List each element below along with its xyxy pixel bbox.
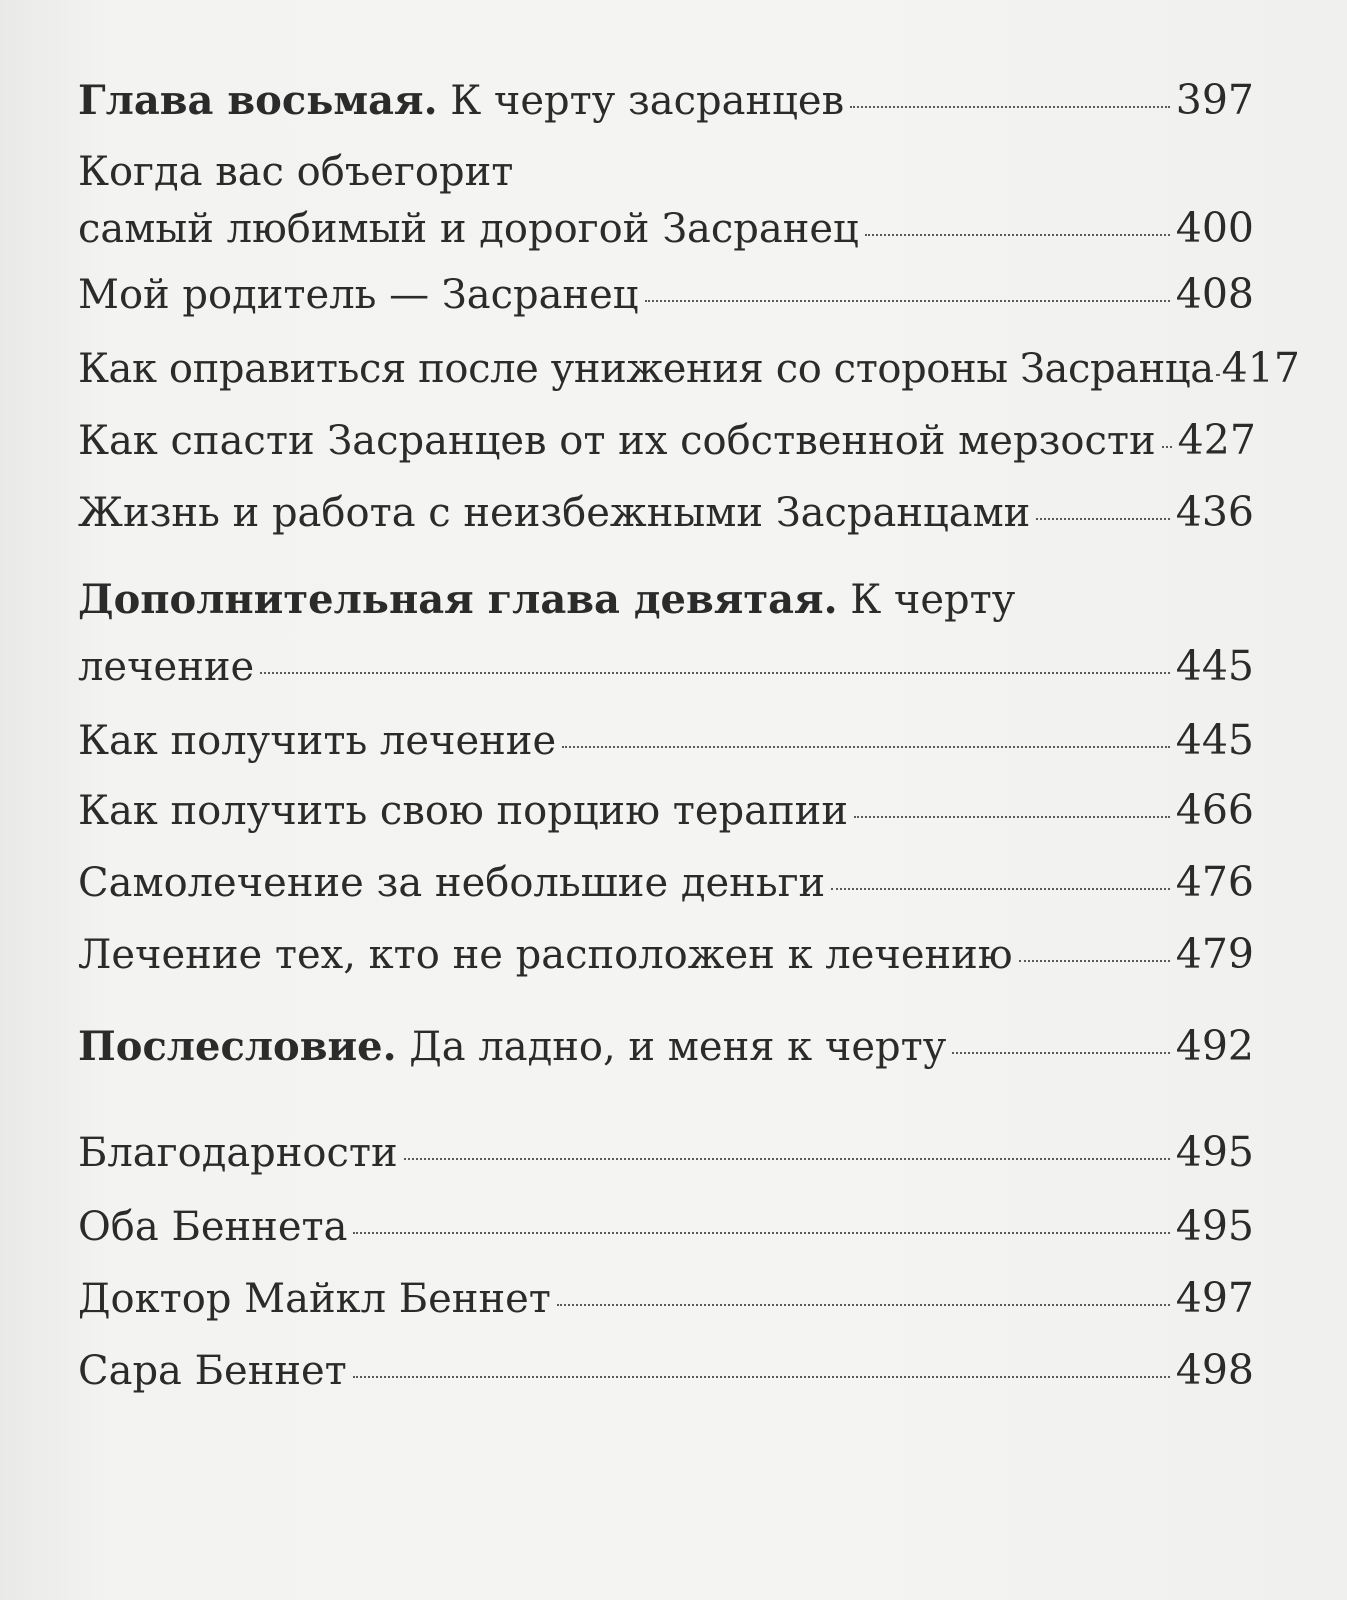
toc-entry-afterword[interactable] <box>78 1018 1254 1075</box>
dot-leader <box>850 106 1170 108</box>
page-number: 498 <box>1175 1346 1254 1394</box>
entry-title: Благодарности <box>78 1130 398 1176</box>
toc-entry[interactable] <box>78 266 1254 323</box>
dot-leader <box>865 234 1170 236</box>
toc-entry[interactable] <box>78 144 1254 257</box>
dot-leader <box>353 1376 1170 1378</box>
chapter-label: Дополнительная глава девятая. <box>78 576 838 623</box>
dot-leader <box>1036 518 1169 520</box>
entry-title: Самолечение за небольшие деньги <box>78 860 826 906</box>
toc-entry[interactable] <box>78 412 1254 469</box>
entry-title: Как оправиться после унижения со стороны Засранца <box>78 346 1214 392</box>
page-number: 476 <box>1175 858 1254 906</box>
page-number: 445 <box>1175 716 1254 764</box>
entry-title: Как получить свою порцию терапии <box>78 788 848 834</box>
entry-title: Мой родитель — Засранец <box>78 272 639 318</box>
dot-leader <box>831 888 1170 890</box>
dot-leader <box>404 1158 1170 1160</box>
entry-title: Жизнь и работа с неизбежными Засранцами <box>78 490 1031 536</box>
toc-entry[interactable] <box>78 1270 1254 1327</box>
dot-leader <box>645 300 1170 302</box>
dot-leader <box>1162 446 1172 448</box>
page-number: 497 <box>1175 1274 1254 1322</box>
toc-entry[interactable] <box>78 854 1254 911</box>
page-number: 417 <box>1221 344 1300 392</box>
entry-title: Как получить лечение <box>78 718 557 764</box>
page-number: 397 <box>1175 76 1254 124</box>
dot-leader <box>562 746 1170 748</box>
page-number: 436 <box>1175 488 1254 536</box>
page-number: 495 <box>1175 1128 1254 1176</box>
dot-leader <box>1216 374 1220 376</box>
page-number: 400 <box>1175 204 1254 252</box>
dot-leader <box>353 1232 1169 1234</box>
page-number: 495 <box>1175 1202 1254 1250</box>
toc-entry-chapter-8[interactable] <box>78 72 1254 129</box>
page-number: 408 <box>1175 270 1254 318</box>
entry-title: лечение <box>78 644 255 690</box>
page-number: 445 <box>1175 642 1254 690</box>
entry-title-line-1: Когда вас объегорит <box>78 149 514 195</box>
entry-title: Доктор Майкл Беннет <box>78 1276 551 1322</box>
entry-title: Как спасти Засранцев от их собственной мерзости <box>78 418 1156 464</box>
toc-entry[interactable] <box>78 484 1254 541</box>
toc-entry[interactable] <box>78 712 1254 769</box>
page-number: 492 <box>1175 1022 1254 1070</box>
dot-leader <box>854 816 1170 818</box>
page-number: 466 <box>1175 786 1254 834</box>
dot-leader <box>952 1052 1169 1054</box>
chapter-label: Послесловие. <box>78 1023 397 1070</box>
toc-entry-chapter-9[interactable] <box>78 572 1254 695</box>
entry-title: самый любимый и дорогой Засранец <box>78 206 859 252</box>
toc-entry[interactable] <box>78 1124 1254 1181</box>
toc-entry[interactable] <box>78 1198 1254 1255</box>
toc-entry[interactable] <box>78 340 1300 397</box>
entry-title: Сара Беннет <box>78 1348 347 1394</box>
toc-entry[interactable] <box>78 926 1254 983</box>
dot-leader <box>557 1304 1170 1306</box>
entry-title: Да ладно, и меня к черту <box>396 1024 947 1070</box>
entry-title: Оба Беннета <box>78 1204 348 1250</box>
page-number: 427 <box>1177 416 1256 464</box>
dot-leader <box>260 672 1170 674</box>
chapter-label: Глава восьмая. <box>78 77 438 124</box>
toc-entry[interactable] <box>78 782 1254 839</box>
page-number: 479 <box>1175 930 1254 978</box>
entry-title: Лечение тех, кто не расположен к лечению <box>78 932 1013 978</box>
entry-title-line-1: К черту <box>837 577 1016 623</box>
entry-title: К черту засранцев <box>437 78 845 124</box>
toc-entry[interactable] <box>78 1342 1254 1399</box>
dot-leader <box>1019 960 1170 962</box>
